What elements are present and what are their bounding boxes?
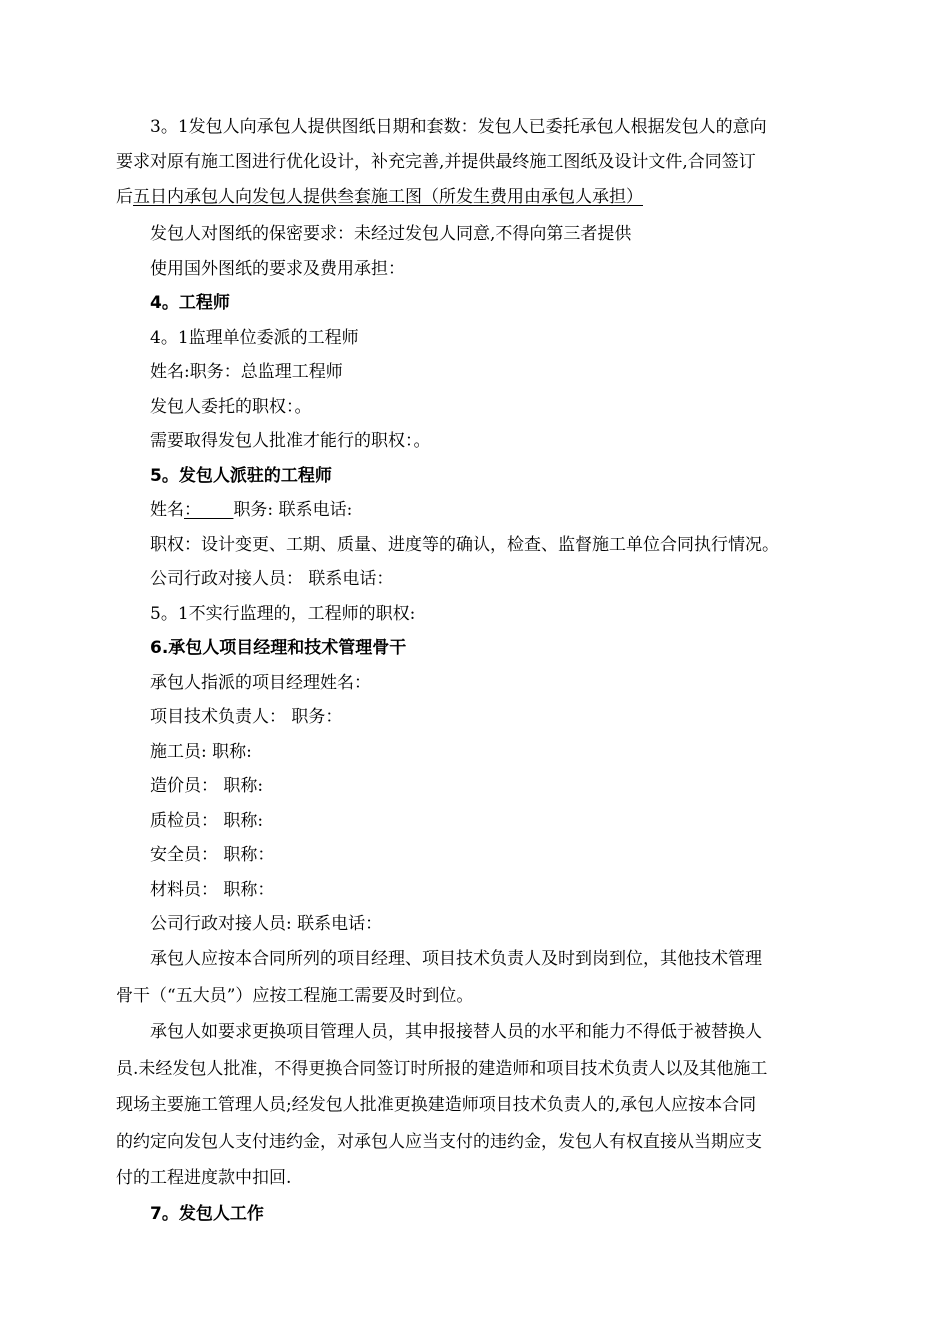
replacement-line-5: 付的工程进度款中扣回. — [116, 1168, 292, 1188]
construction-staff: 施工员: 职称: — [150, 742, 252, 762]
cost-staff: 造价员： 职称: — [150, 776, 264, 796]
admin-contact-1: 公司行政对接人员： 联系电话： — [150, 569, 394, 589]
paragraph-3-1-line-2: 要求对原有施工图进行优化设计，补充完善,并提供最终施工图纸及设计文件,合同签订 — [116, 152, 756, 172]
engineer-name-title: 姓名:职务：总监理工程师 — [150, 362, 343, 382]
delegated-authority: 发包人委托的职权：。 — [150, 397, 312, 417]
name-blank: ： — [184, 500, 201, 520]
resident-engineer-authority: 职权：设计变更、工期、质量、进度等的确认，检查、监督施工单位合同执行情况。 — [150, 535, 779, 555]
replacement-line-1: 承包人如要求更换项目管理人员，其申报接替人员的水平和能力不得低于被替换人 — [150, 1022, 762, 1042]
quality-staff: 质检员： 职称: — [150, 811, 264, 831]
item-5-1: 5。1不实行监理的，工程师的职权: — [150, 604, 416, 624]
manager-presence-line-2: 骨干（“五大员”）应按工程施工需要及时到位。 — [116, 986, 474, 1006]
resident-engineer-name-line — [150, 499, 352, 521]
paragraph-3-1-line-3 — [116, 186, 643, 208]
technical-lead: 项目技术负责人： 职务： — [150, 707, 343, 727]
paragraph-3-1-line-3-prefix: 后 — [116, 187, 133, 207]
section-7-heading: 7。发包人工作 — [150, 1204, 264, 1224]
underlined-clause: 五日内承包人向发包人提供叁套施工图（所发生费用由承包人承担） — [133, 187, 643, 207]
paragraph-3-1-line-1: 3。1发包人向承包人提供图纸日期和套数：发包人已委托承包人根据发包人的意向 — [150, 117, 767, 137]
section-4-heading: 4。工程师 — [150, 293, 230, 313]
confidentiality-requirement: 发包人对图纸的保密要求：未经过发包人同意,不得向第三者提供 — [150, 224, 632, 244]
foreign-drawings-requirement: 使用国外图纸的要求及费用承担： — [150, 259, 405, 279]
duty-phone-labels: 职务: 联系电话: — [233, 500, 353, 520]
approval-required-authority: 需要取得发包人批准才能行的职权：。 — [150, 431, 431, 451]
project-manager-name: 承包人指派的项目经理姓名： — [150, 673, 371, 693]
safety-staff: 安全员： 职称： — [150, 845, 275, 865]
section-6-heading: 6.承包人项目经理和技术管理骨干 — [150, 638, 407, 658]
item-4-1: 4。1监理单位委派的工程师 — [150, 328, 359, 348]
manager-presence-line-1: 承包人应按本合同所列的项目经理、项目技术负责人及时到岗到位，其他技术管理 — [150, 949, 762, 969]
replacement-line-3: 现场主要施工管理人员;经发包人批准更换建造师项目技术负责人的,承包人应按本合同 — [116, 1095, 757, 1115]
replacement-line-4: 的约定向发包人支付违约金，对承包人应当支付的违约金，发包人有权直接从当期应支 — [116, 1132, 762, 1152]
replacement-line-2: 员.未经发包人批准，不得更换合同签订时所报的建造师和项目技术负责人以及其他施工 — [116, 1059, 768, 1079]
materials-staff: 材料员： 职称： — [150, 880, 275, 900]
section-5-heading: 5。发包人派驻的工程师 — [150, 466, 332, 486]
name-label: 姓名 — [150, 500, 184, 520]
admin-contact-2: 公司行政对接人员: 联系电话： — [150, 914, 383, 934]
